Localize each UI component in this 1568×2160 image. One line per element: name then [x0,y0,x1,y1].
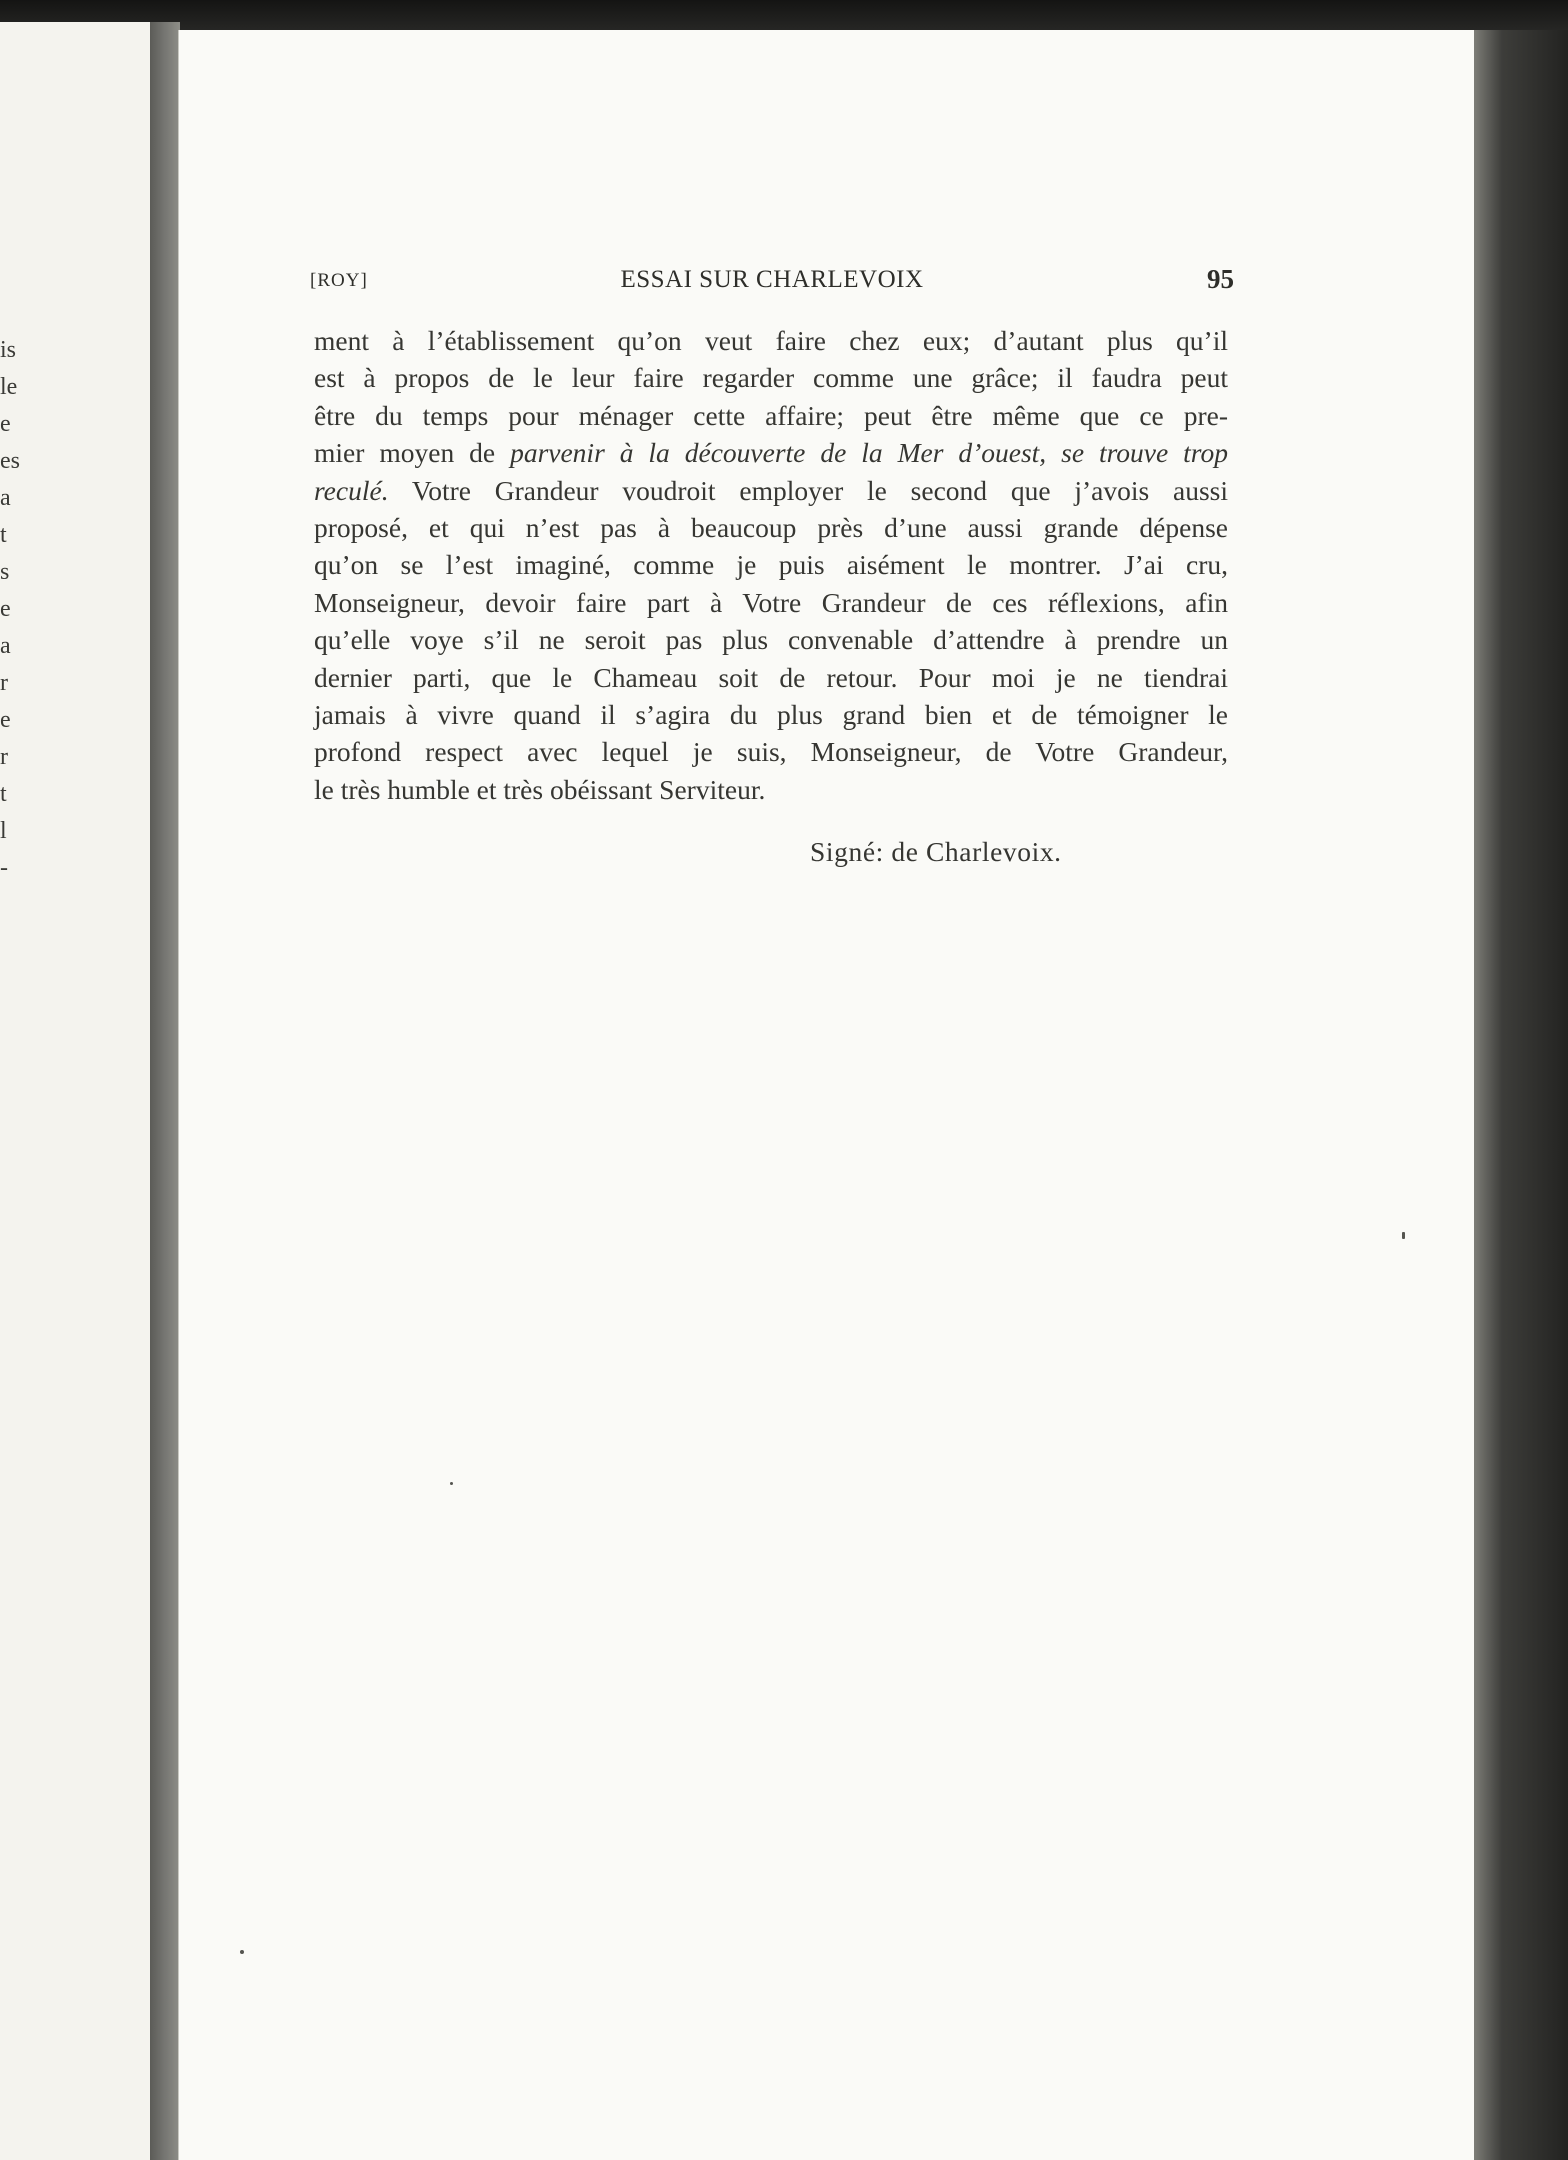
facing-page [0,22,152,2160]
bleed-fragment: r [0,670,8,696]
text-line: proposé, et qui n’est pas à beaucoup près d’une aussi grande dépense [314,512,1228,544]
running-head-author: [ROY] [310,270,368,291]
letter-body [314,322,1228,808]
bleed-fragment: t [0,522,7,548]
text-line: qu’on se l’est imaginé, comme je puis aisément le montrer. J’ai cru, [314,549,1228,581]
dust-speck [450,1482,453,1485]
signature-line: Signé: de Charlevoix. [810,836,1062,867]
bleed-fragment: e [0,707,11,733]
text-run: Votre Grandeur voudroit employer le second que j’avois aussi [388,474,1228,506]
text-line [314,434,1228,471]
running-header [310,266,1234,300]
bleed-fragment: r [0,744,8,770]
italic-run: parvenir à la découverte de la Mer d’ouest, se trouve trop [510,437,1228,469]
gutter [150,22,180,2160]
text-line: qu’elle voye s’il ne seroit pas plus convenable d’attendre à prendre un [314,624,1228,656]
bleed-fragment: is [0,337,17,363]
bleed-fragment: s [0,559,10,585]
bleed-fragment: e [0,596,11,622]
bleed-fragment: l [0,818,7,844]
text-line: jamais à vivre quand il s’agira du plus grand bien et de témoigner le [314,699,1228,731]
running-title: ESSAI SUR CHARLEVOIX [620,266,924,293]
text-line: ment à l’établissement qu’on veut faire chez eux; d’autant plus qu’il [314,325,1228,356]
bleed-fragment: a [0,633,11,659]
dust-speck [240,1950,244,1954]
bleed-fragment: t [0,781,7,807]
page-number: 95 [1207,264,1234,294]
bleed-fragment: es [0,448,20,474]
bleed-fragment: a [0,485,11,511]
text-run: mier moyen de [314,437,511,469]
facing-page-bleed-through [0,332,20,887]
dust-speck [1402,1232,1405,1239]
page-right-edge [1474,30,1568,2160]
text-line: est à propos de le leur faire regarder comme une grâce; il faudra peut [314,362,1228,394]
text-line: le très humble et très obéissant Serviteur. [314,773,766,805]
bleed-fragment: - [0,855,8,881]
text-line: profond respect avec lequel je suis, Monseigneur, de Votre Grandeur, [314,736,1228,768]
bleed-fragment: e [0,411,11,437]
text-line: dernier parti, que le Chameau soit de retour. Pour moi je ne tiendrai [314,661,1228,693]
text-line: être du temps pour ménager cette affaire; peut être même que ce pre- [314,399,1228,431]
italic-run: reculé. [314,474,389,506]
text-line: Monseigneur, devoir faire part à Votre Grandeur de ces réflexions, afin [314,586,1228,618]
bleed-fragment: le [0,374,18,400]
text-line [314,472,1228,509]
